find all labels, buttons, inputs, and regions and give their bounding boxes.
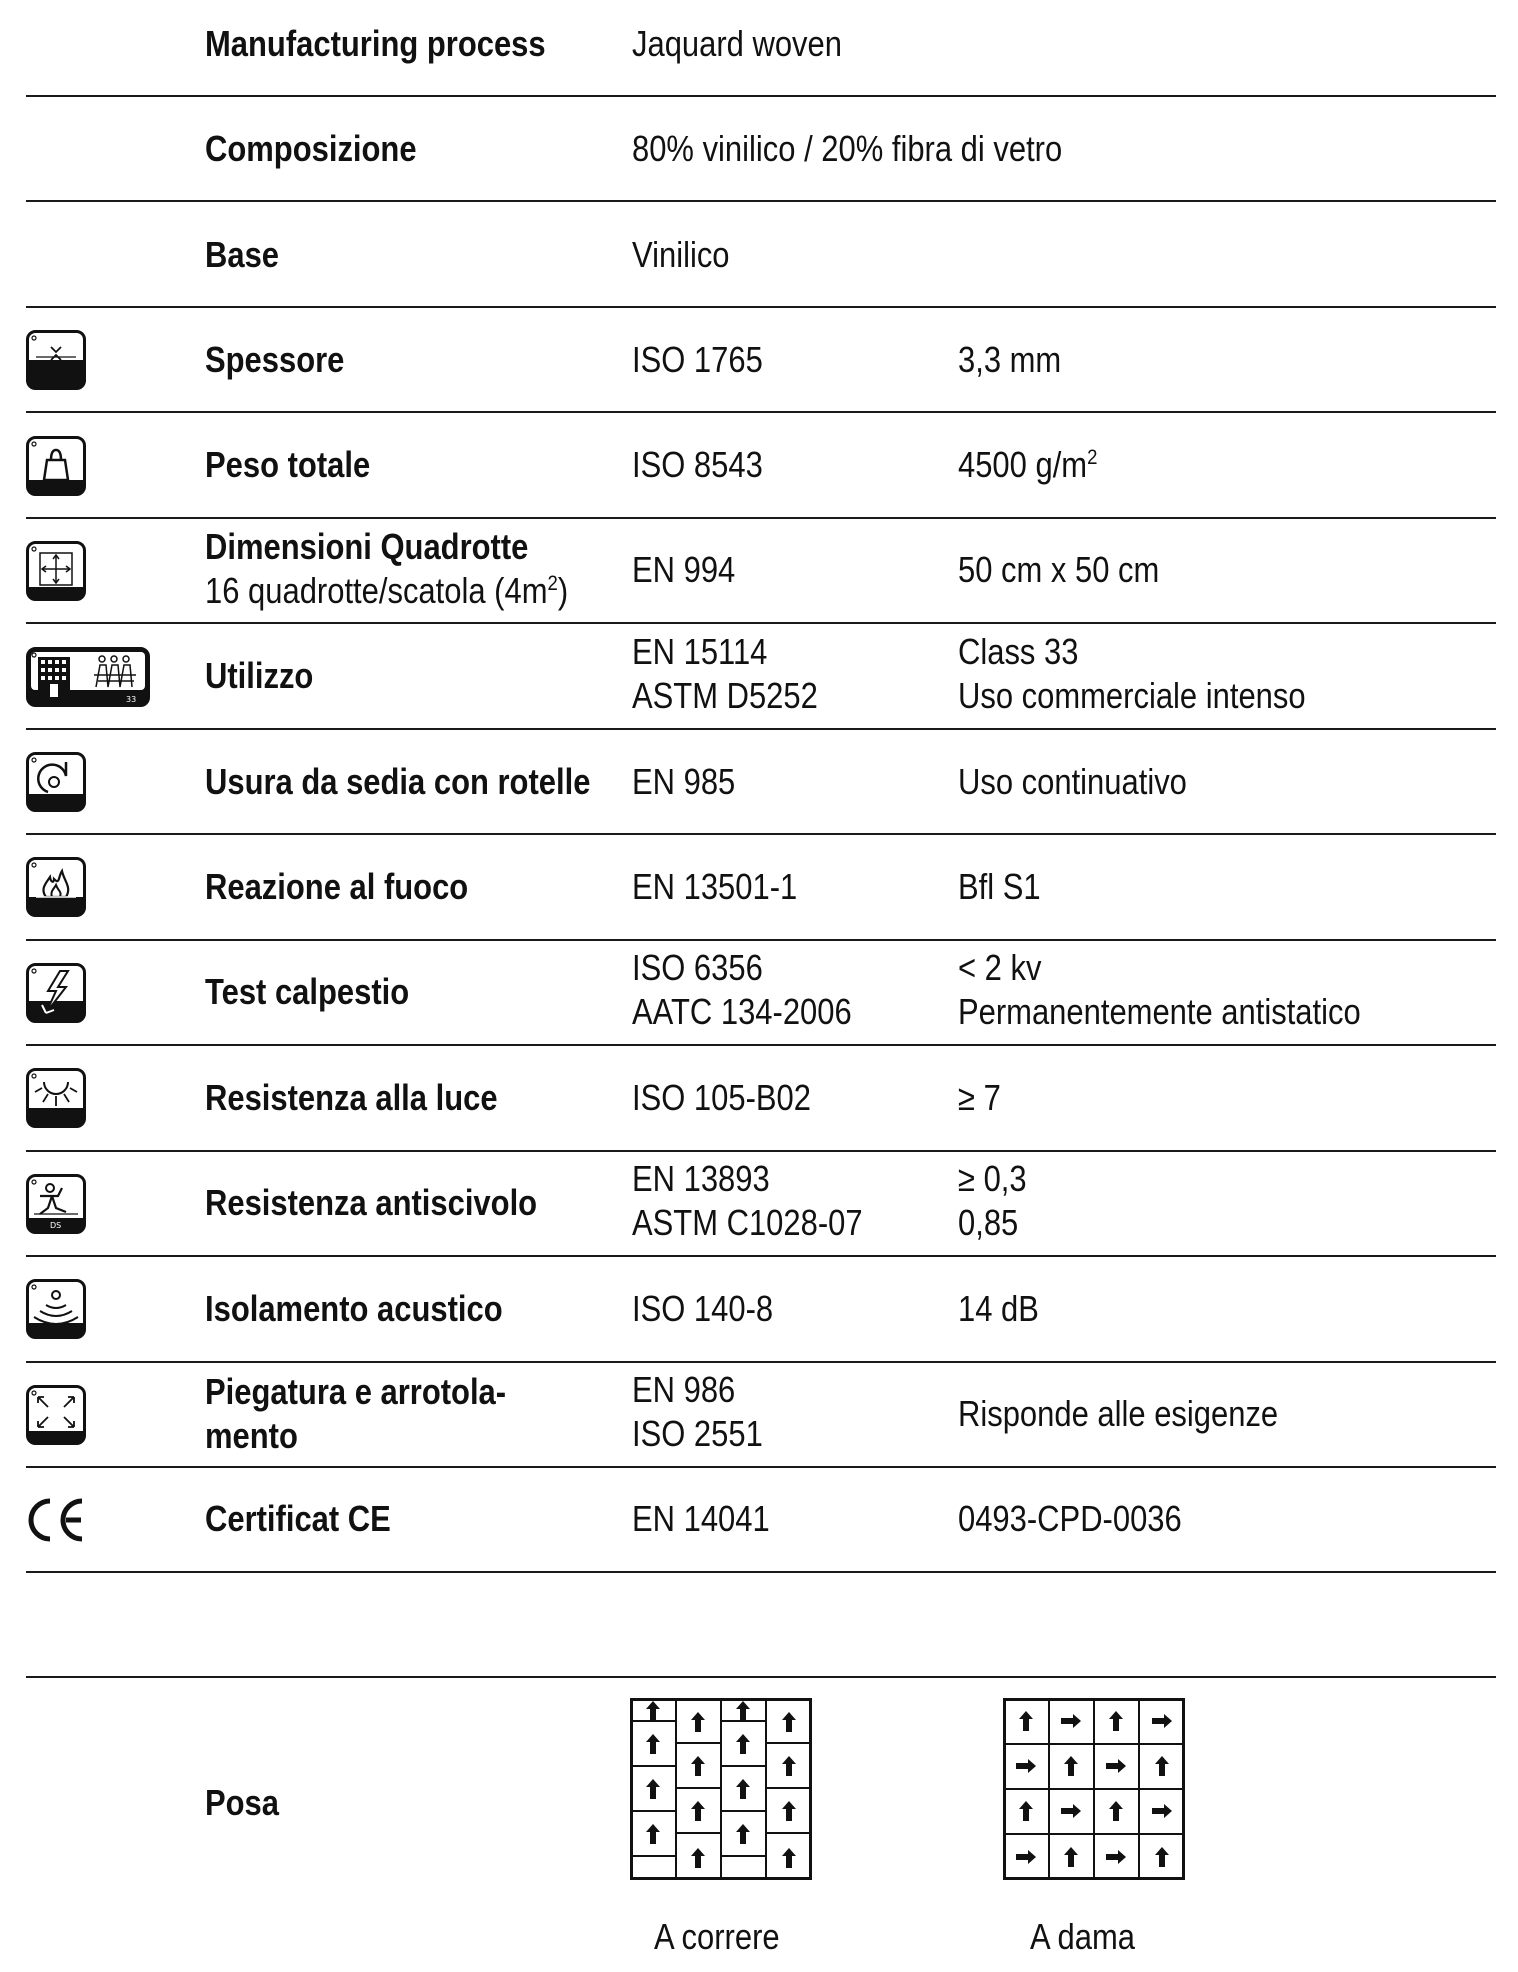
row-result: 14 dB <box>958 1288 1039 1329</box>
row-value <box>632 630 818 718</box>
row-result: 3,3 mm <box>958 339 1062 380</box>
divider <box>26 1676 1496 1678</box>
divider <box>26 1466 1496 1468</box>
row-label: Certificat CE <box>205 1498 391 1539</box>
row-value: 80% vinilico / 20% fibra di vetro <box>632 128 1063 169</box>
row-result: Bfl S1 <box>958 866 1041 907</box>
row-result: 50 cm x 50 cm <box>958 549 1160 590</box>
antistatic-icon <box>26 963 86 1023</box>
row-label: Test calpestio <box>205 971 410 1012</box>
norm-line: ASTM C1028-07 <box>632 1202 863 1243</box>
row-value <box>632 1157 863 1245</box>
divider <box>26 728 1496 730</box>
row-value: EN 13501-1 <box>632 866 798 907</box>
row-label: Composizione <box>205 128 417 169</box>
divider <box>26 411 1496 413</box>
row-label <box>205 1370 506 1458</box>
superscript: 2 <box>1087 444 1098 469</box>
row-value: ISO 105-B02 <box>632 1077 811 1118</box>
row-value: EN 14041 <box>632 1498 770 1539</box>
row-label: Reazione al fuoco <box>205 866 469 907</box>
row-value: ISO 1765 <box>632 339 763 380</box>
row-result: 0493-CPD-0036 <box>958 1498 1182 1539</box>
row-label: Utilizzo <box>205 655 314 696</box>
result-line: Class 33 <box>958 631 1079 672</box>
divider <box>26 1150 1496 1152</box>
divider <box>26 95 1496 97</box>
superscript: 2 <box>547 570 558 595</box>
row-value: ISO 140-8 <box>632 1288 774 1329</box>
row-label: Peso totale <box>205 444 371 485</box>
row-result <box>958 1157 1027 1245</box>
ce-mark-icon <box>26 1495 86 1545</box>
checkerboard-layout-icon <box>1003 1698 1185 1880</box>
divider <box>26 1571 1496 1573</box>
divider <box>26 200 1496 202</box>
row-value <box>632 1368 763 1456</box>
label-line: mento <box>205 1415 298 1456</box>
sub-text: 16 quadrotte/scatola (4m <box>205 570 548 611</box>
row-result <box>958 630 1306 718</box>
divider <box>26 1044 1496 1046</box>
acoustic-icon <box>26 1279 86 1339</box>
row-label: Manufacturing process <box>205 23 546 64</box>
divider <box>26 1255 1496 1257</box>
row-result <box>958 443 1097 487</box>
norm-line: ISO 2551 <box>632 1413 763 1454</box>
divider <box>26 622 1496 624</box>
norm-line: EN 13893 <box>632 1158 770 1199</box>
weight-value: 4500 g/m <box>958 444 1088 485</box>
row-result: Risponde alle esigenze <box>958 1393 1279 1434</box>
label-line: Piegatura e arrotola- <box>205 1371 507 1412</box>
castor-chair-icon <box>26 752 86 812</box>
sub-text-end: ) <box>557 570 569 611</box>
result-line: ≥ 0,3 <box>958 1158 1027 1199</box>
row-label: Spessore <box>205 339 345 380</box>
fire-icon <box>26 857 86 917</box>
layout-caption: A correre <box>654 1916 780 1957</box>
row-result <box>958 946 1361 1034</box>
usage-class-number: 33 <box>126 695 137 704</box>
row-value: EN 985 <box>632 761 736 802</box>
slip-class-text: DS <box>50 1221 62 1230</box>
row-result: Uso continuativo <box>958 761 1187 802</box>
norm-line: EN 15114 <box>632 631 768 672</box>
light-fastness-icon <box>26 1068 86 1128</box>
bending-icon <box>26 1385 86 1445</box>
row-value: ISO 8543 <box>632 444 763 485</box>
divider <box>26 939 1496 941</box>
brick-layout-icon <box>630 1698 812 1880</box>
norm-line: EN 986 <box>632 1369 736 1410</box>
row-label: Usura da sedia con rotelle <box>205 761 591 802</box>
norm-line: ASTM D5252 <box>632 675 818 716</box>
row-label: Base <box>205 234 280 275</box>
row-value: Vinilico <box>632 234 730 275</box>
slip-resistance-icon <box>26 1174 86 1234</box>
row-result: ≥ 7 <box>958 1077 1001 1118</box>
layout-caption: A dama <box>1030 1916 1136 1957</box>
row-value: Jaquard woven <box>632 23 842 64</box>
thickness-icon <box>26 330 86 390</box>
row-value: EN 994 <box>632 549 736 590</box>
label-main: Dimensioni Quadrotte <box>205 526 529 567</box>
divider <box>26 1361 1496 1363</box>
dimensions-icon <box>26 541 86 601</box>
result-line: 0,85 <box>958 1202 1019 1243</box>
divider <box>26 306 1496 308</box>
result-line: Uso commerciale intenso <box>958 675 1306 716</box>
row-value <box>632 946 852 1034</box>
norm-line: ISO 6356 <box>632 947 763 988</box>
usage-class-icon <box>26 647 150 707</box>
divider <box>26 833 1496 835</box>
label-sub <box>205 569 568 613</box>
norm-line: AATC 134-2006 <box>632 991 852 1032</box>
row-label: Resistenza alla luce <box>205 1077 498 1118</box>
divider <box>26 517 1496 519</box>
posa-label: Posa <box>205 1782 280 1823</box>
row-label: Isolamento acustico <box>205 1288 503 1329</box>
result-line: Permanentemente antistatico <box>958 991 1361 1032</box>
row-label <box>205 525 568 613</box>
result-line: < 2 kv <box>958 947 1042 988</box>
weight-icon <box>26 436 86 496</box>
row-label: Resistenza antiscivolo <box>205 1182 538 1223</box>
